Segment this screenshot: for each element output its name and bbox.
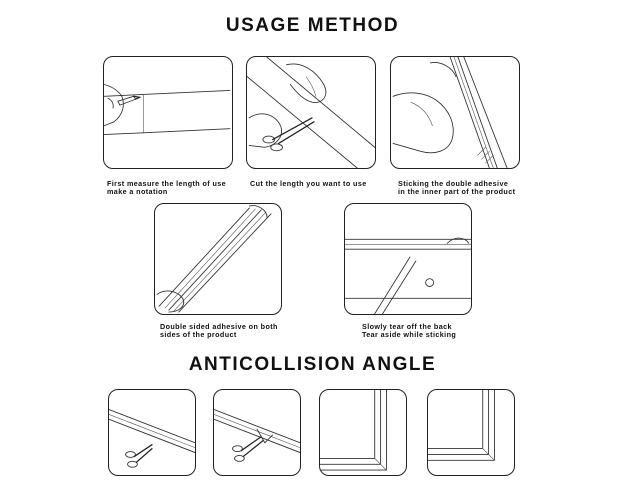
angle-4-illustration — [427, 389, 515, 476]
scissors-icon — [126, 445, 152, 467]
angle-1-illustration — [108, 389, 196, 476]
pencil-icon — [118, 96, 140, 105]
step-2-cut-illustration — [246, 56, 376, 169]
step-4-adhesive-illustration — [154, 203, 282, 315]
scissors-icon — [233, 437, 263, 461]
usage-method-title: USAGE METHOD — [225, 15, 400, 36]
step-1-caption: First measure the length of use make a notation — [107, 179, 227, 197]
anticollision-angle-title: ANTICOLLISION ANGLE — [188, 354, 437, 375]
step-3-caption: Sticking the double adhesive in the inner part of the product — [398, 179, 516, 197]
step-3-stick-illustration — [390, 56, 520, 169]
angle-3-illustration — [319, 389, 407, 476]
step-5-tear-illustration — [344, 203, 472, 315]
step-1-measure-illustration — [103, 56, 233, 169]
step-2-caption: Cut the length you want to use — [250, 179, 367, 188]
angle-2-illustration — [213, 389, 301, 476]
step-4-caption: Double sided adhesive on both sides of the product — [160, 322, 278, 340]
step-5-caption: Slowly tear off the back Tear aside while sticking — [362, 322, 457, 340]
